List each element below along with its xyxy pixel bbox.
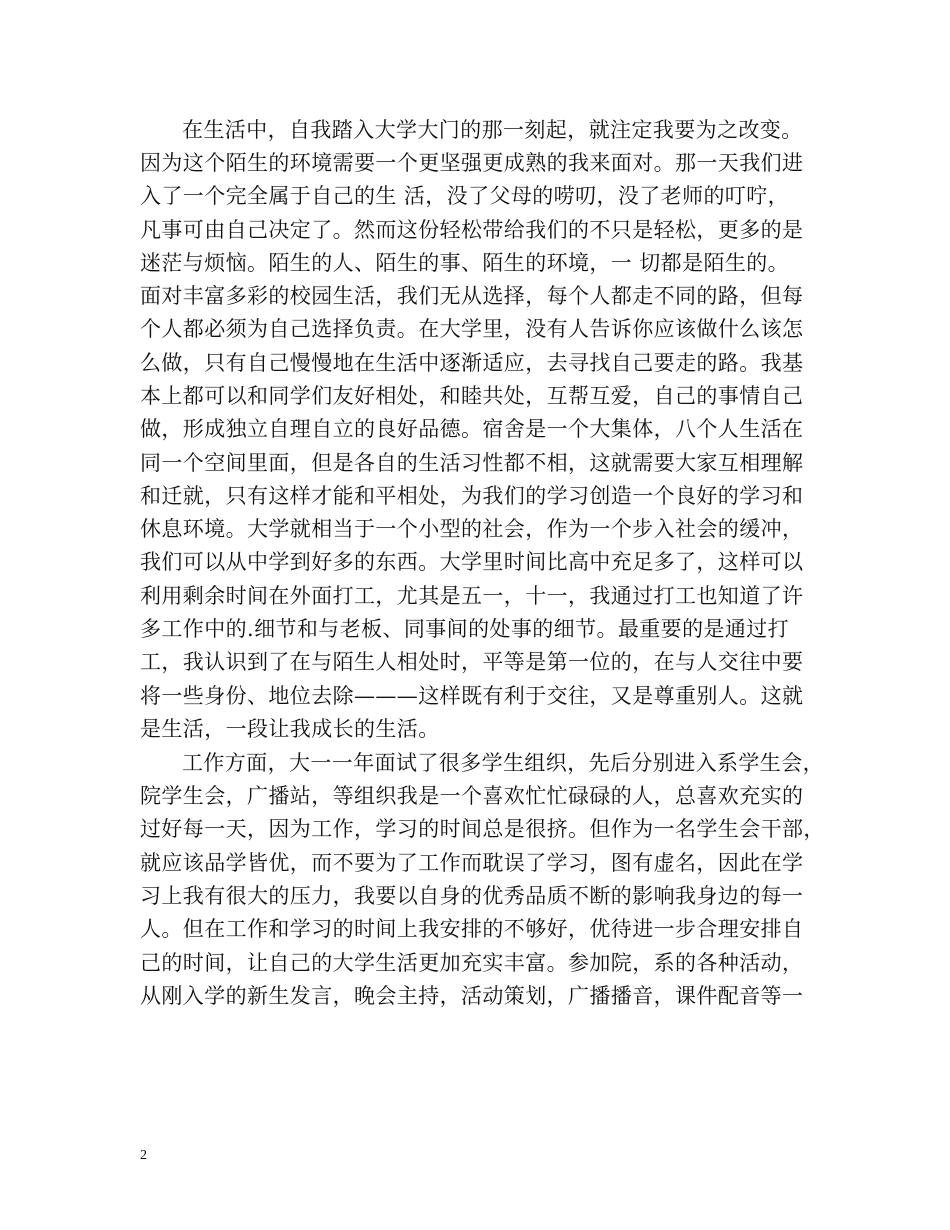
text-line: 入了一个完全属于自己的生 活，没了父母的唠叨，没了老师的叮咛，	[140, 184, 790, 208]
text-line: 就应该品学皆优，而不要为了工作而耽误了学习，图有虚名，因此在学	[140, 851, 804, 875]
text-line: 和迁就，只有这样才能和平相处，为我们的学习创造一个良好的学习和	[140, 484, 804, 508]
text-line: 过好每一天，因为工作，学习的时间总是很挤。但作为一名学生会干部，	[140, 817, 825, 841]
text-line: 利用剩余时间在外面打工，尤其是五一，十一，我通过打工也知道了许	[140, 584, 804, 608]
text-line: 己的时间，让自己的大学生活更加充实丰富。参加院，系的各种活动，	[140, 951, 804, 975]
text-line: 面对丰富多彩的校园生活，我们无从选择，每个人都走不同的路，但每	[140, 284, 804, 308]
text-line: 我们可以从中学到好多的东西。大学里时间比高中充足多了，这样可以	[140, 550, 804, 574]
text-line: 工作方面，大一一年面试了很多学生组织，先后分别进入系学生会，	[182, 751, 824, 775]
text-line: 个人都必须为自己选择负责。在大学里，没有人告诉你应该做什么该怎	[140, 317, 804, 341]
text-line: 工，我认识到了在与陌生人相处时，平等是第一位的，在与人交往中要	[140, 650, 804, 674]
text-line: 在生活中，自我踏入大学大门的那一刻起，就注定我要为之改变。	[182, 118, 803, 142]
text-line: 从刚入学的新生发言，晚会主持，活动策划，广播播音，课件配音等一	[140, 984, 804, 1008]
text-line: 休息环境。大学就相当于一个小型的社会，作为一个步入社会的缓冲，	[140, 517, 804, 541]
text-line: 是生活，一段让我成长的生活。	[140, 717, 440, 741]
text-line: 院学生会，广播站，等组织我是一个喜欢忙忙碌碌的人，总喜欢充实的	[140, 784, 804, 808]
text-line: 人。但在工作和学习的时间上我安排的不够好，优待进一步合理安排自	[140, 917, 804, 941]
text-line: 凡事可由自己决定了。然而这份轻松带给我们的不只是轻松，更多的是	[140, 218, 804, 242]
text-line: 习上我有很大的压力，我要以自身的优秀品质不断的影响我身边的每一	[140, 884, 804, 908]
text-line: 多工作中的.细节和与老板、同事间的处事的细节。最重要的是通过打	[140, 617, 790, 641]
text-line: 同一个空间里面，但是各自的生活习性都不相，这就需要大家互相理解	[140, 451, 804, 475]
text-line: 将一些身份、地位去除———这样既有利于交往，又是尊重别人。这就	[140, 684, 804, 708]
text-line: 本上都可以和同学们友好相处，和睦共处，互帮互爱，自己的事情自己	[140, 384, 804, 408]
text-line: 做，形成独立自理自立的良好品德。宿舍是一个大集体，八个人生活在	[140, 417, 804, 441]
text-line: 么做，只有自己慢慢地在生活中逐渐适应，去寻找自己要走的路。我基	[140, 351, 804, 375]
text-line: 因为这个陌生的环境需要一个更坚强更成熟的我来面对。那一天我们进	[140, 151, 804, 175]
page-number: 2	[140, 1148, 147, 1163]
text-line: 迷茫与烦恼。陌生的人、陌生的事、陌生的环境，一 切都是陌生的。	[140, 251, 790, 275]
